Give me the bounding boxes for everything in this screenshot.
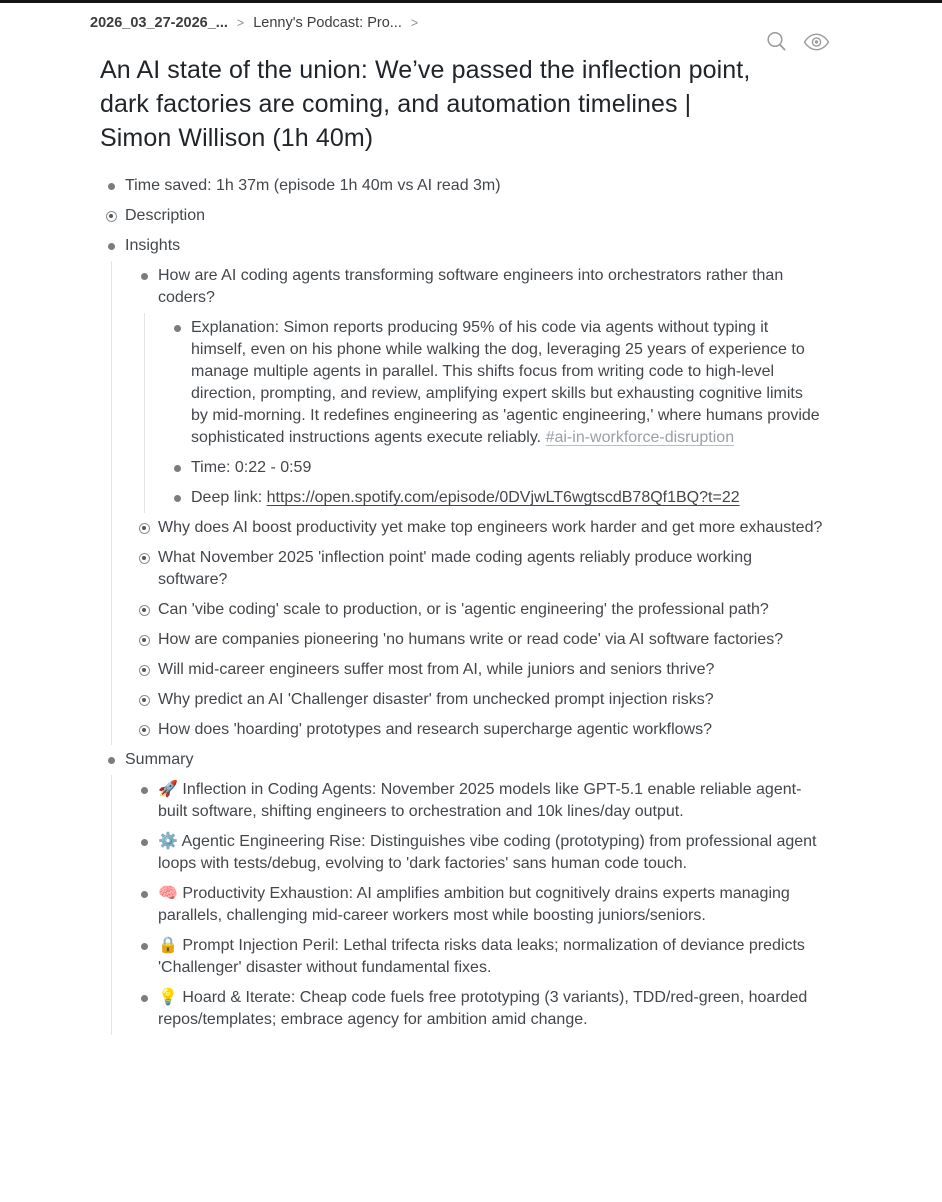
hashtag-link[interactable]: #ai-in-workforce-disruption bbox=[545, 429, 735, 446]
item-text-block[interactable] bbox=[158, 629, 824, 651]
item-text-block[interactable] bbox=[191, 317, 824, 449]
item-text[interactable]: 💡 Hoard & Iterate: Cheap code fuels free prototyping (3 variants), TDD/red-green, hoarded repos/templates; embrace agency for ambition amid change. bbox=[158, 989, 808, 1028]
breadcrumb-item-podcast[interactable]: Lenny's Podcast: Pro... bbox=[253, 15, 402, 31]
outline-node bbox=[137, 931, 824, 983]
item-text-block[interactable] bbox=[158, 719, 824, 741]
outline-node bbox=[137, 543, 824, 595]
bullet-dot bbox=[141, 891, 148, 898]
outline-node bbox=[137, 261, 824, 513]
outline-item[interactable] bbox=[137, 543, 824, 595]
item-text[interactable]: Why does AI boost productivity yet make top engineers work harder and get more exhausted? bbox=[158, 519, 823, 536]
outline-node bbox=[104, 201, 824, 231]
bullet-dot bbox=[174, 325, 181, 332]
item-text[interactable]: Insights bbox=[125, 237, 181, 254]
bullet-dot bbox=[141, 839, 148, 846]
item-text[interactable]: Summary bbox=[125, 751, 194, 768]
outline-item[interactable] bbox=[137, 513, 824, 543]
outline-item[interactable] bbox=[137, 625, 824, 655]
bullet-dot bbox=[174, 495, 181, 502]
bullet-icon[interactable] bbox=[170, 457, 184, 479]
bullet-ring-inner bbox=[142, 698, 147, 703]
breadcrumb-separator: > bbox=[236, 16, 245, 30]
item-text-block[interactable] bbox=[158, 599, 824, 621]
outline-node bbox=[137, 879, 824, 931]
item-text[interactable]: How does 'hoarding' prototypes and research supercharge agentic workflows? bbox=[158, 721, 712, 738]
bullet-dot bbox=[108, 757, 115, 764]
item-text[interactable]: What November 2025 'inflection point' made coding agents reliably produce working software? bbox=[158, 549, 752, 588]
eye-icon[interactable] bbox=[803, 33, 830, 51]
bullet-dot bbox=[108, 243, 115, 250]
item-text[interactable]: 🚀 Inflection in Coding Agents: November 2025 models like GPT-5.1 enable reliable agent-built software, shifting engineers to orchestration and 10k lines/day output. bbox=[158, 781, 802, 820]
bullet-icon[interactable] bbox=[104, 749, 118, 771]
outline-node bbox=[104, 231, 824, 745]
item-text[interactable]: Will mid-career engineers suffer most from AI, while juniors and seniors thrive? bbox=[158, 661, 715, 678]
item-text[interactable]: Can 'vibe coding' scale to production, or is 'agentic engineering' the professional path? bbox=[158, 601, 769, 618]
bullet-collapsed-icon[interactable] bbox=[137, 599, 151, 621]
outline-item[interactable] bbox=[170, 453, 824, 483]
outline-node bbox=[137, 715, 824, 745]
outline bbox=[104, 171, 824, 1035]
bullet-ring bbox=[139, 553, 150, 564]
bullet-icon[interactable] bbox=[137, 883, 151, 905]
outline-item[interactable] bbox=[137, 827, 824, 879]
bullet-icon[interactable] bbox=[170, 487, 184, 509]
outline-node bbox=[170, 453, 824, 483]
item-text-block[interactable] bbox=[191, 487, 824, 509]
outline-node bbox=[137, 513, 824, 543]
toolbar bbox=[765, 30, 830, 53]
item-text-block[interactable] bbox=[158, 883, 824, 927]
bullet-collapsed-icon[interactable] bbox=[137, 517, 151, 539]
item-text[interactable]: Time saved: 1h 37m (episode 1h 40m vs AI read 3m) bbox=[125, 177, 501, 194]
outline-item[interactable] bbox=[137, 775, 824, 827]
outline-node bbox=[137, 625, 824, 655]
outline-item[interactable] bbox=[104, 171, 824, 201]
bullet-collapsed-icon[interactable] bbox=[104, 205, 118, 227]
item-text-block[interactable] bbox=[158, 831, 824, 875]
bullet-dot bbox=[141, 995, 148, 1002]
bullet-icon[interactable] bbox=[104, 235, 118, 257]
bullet-ring-inner bbox=[142, 638, 147, 643]
outline-node bbox=[137, 655, 824, 685]
outline-node bbox=[104, 745, 824, 1035]
item-text[interactable]: Explanation: Simon reports producing 95% of his code via agents without typing it himself, even on his phone while walking the dog, leveraging 25 years of experience to manage multiple agents in parallel. This shifts focus from writing code to high-level direction, prompting, and review, amplifying expert skills but exhausting cognitive limits by mid-morning. It redefines engineering as 'agentic engineering,' where humans provide sophisticated instructions agents execute reliably. bbox=[191, 319, 820, 446]
bullet-collapsed-icon[interactable] bbox=[137, 689, 151, 711]
outline-item[interactable] bbox=[137, 879, 824, 931]
item-text-block[interactable] bbox=[158, 935, 824, 979]
outline-item[interactable] bbox=[137, 595, 824, 625]
bullet-ring bbox=[139, 635, 150, 646]
outline-node bbox=[137, 827, 824, 879]
bullet-icon[interactable] bbox=[137, 987, 151, 1009]
bullet-ring bbox=[139, 523, 150, 534]
bullet-dot bbox=[141, 273, 148, 280]
item-text-block[interactable] bbox=[125, 205, 824, 227]
page-title[interactable]: An AI state of the union: We’ve passed the inflection point, dark factories are coming, and automation timelines | Simon Willison (1h 40m) bbox=[100, 56, 751, 152]
bullet-ring bbox=[106, 211, 117, 222]
item-text-block[interactable] bbox=[158, 689, 824, 711]
item-text[interactable]: Deep link: bbox=[191, 489, 263, 506]
bullet-dot bbox=[108, 183, 115, 190]
bullet-ring-inner bbox=[142, 608, 147, 613]
item-text[interactable]: Description bbox=[125, 207, 206, 224]
bullet-icon[interactable] bbox=[170, 317, 184, 339]
bullet-icon[interactable] bbox=[137, 779, 151, 801]
bullet-icon[interactable] bbox=[137, 265, 151, 287]
item-text-block[interactable] bbox=[158, 659, 824, 681]
bullet-ring-inner bbox=[142, 526, 147, 531]
children-group bbox=[144, 313, 824, 513]
item-text[interactable]: ⚙️ Agentic Engineering Rise: Distinguishes vibe coding (prototyping) from professional agent loops with tests/debug, evolving to 'dark factories' sans human code touch. bbox=[158, 833, 817, 872]
item-text-block[interactable] bbox=[158, 779, 824, 823]
outline-item[interactable] bbox=[104, 201, 824, 231]
item-text-block[interactable] bbox=[158, 517, 824, 539]
outline-node bbox=[170, 313, 824, 453]
bullet-collapsed-icon[interactable] bbox=[137, 719, 151, 741]
bullet-ring bbox=[139, 695, 150, 706]
children-group bbox=[111, 775, 824, 1035]
bullet-collapsed-icon[interactable] bbox=[137, 547, 151, 569]
item-text-block[interactable] bbox=[125, 235, 824, 257]
bullet-collapsed-icon[interactable] bbox=[137, 659, 151, 681]
outline-node bbox=[137, 595, 824, 625]
bullet-dot bbox=[141, 787, 148, 794]
outline-item[interactable] bbox=[104, 745, 824, 775]
item-text-block[interactable] bbox=[158, 265, 824, 309]
bullet-ring bbox=[139, 605, 150, 616]
outline-item[interactable] bbox=[137, 261, 824, 313]
item-text[interactable]: Time: 0:22 - 0:59 bbox=[191, 459, 312, 476]
bullet-icon[interactable] bbox=[137, 831, 151, 853]
outline-node bbox=[137, 775, 824, 827]
outline-item[interactable] bbox=[137, 931, 824, 983]
search-icon[interactable] bbox=[765, 30, 787, 53]
outline-item[interactable] bbox=[170, 313, 824, 453]
bullet-ring bbox=[139, 725, 150, 736]
outline-item[interactable] bbox=[137, 983, 824, 1035]
outline-node bbox=[137, 983, 824, 1035]
item-text-block[interactable] bbox=[191, 457, 824, 479]
outline-item[interactable] bbox=[170, 483, 824, 513]
item-text[interactable]: 🔒 Prompt Injection Peril: Lethal trifecta risks data leaks; normalization of deviance predicts 'Challenger' disaster without fundamental fixes. bbox=[158, 937, 805, 976]
outline-node bbox=[137, 685, 824, 715]
outline-item[interactable] bbox=[137, 655, 824, 685]
children-group bbox=[111, 261, 824, 745]
item-text[interactable]: How are AI coding agents transforming software engineers into orchestrators rather than coders? bbox=[158, 267, 784, 306]
item-text[interactable]: Why predict an AI 'Challenger disaster' from unchecked prompt injection risks? bbox=[158, 691, 714, 708]
bullet-collapsed-icon[interactable] bbox=[137, 629, 151, 651]
outline-item[interactable] bbox=[137, 715, 824, 745]
item-text-block[interactable] bbox=[125, 175, 824, 197]
bullet-icon[interactable] bbox=[104, 175, 118, 197]
breadcrumb bbox=[0, 3, 942, 31]
bullet-dot bbox=[141, 943, 148, 950]
bullet-icon[interactable] bbox=[137, 935, 151, 957]
bullet-ring bbox=[139, 665, 150, 676]
outline-node bbox=[104, 171, 824, 201]
item-text-block[interactable] bbox=[158, 547, 824, 591]
item-text-block[interactable] bbox=[158, 987, 824, 1031]
deep-link-url[interactable]: https://open.spotify.com/episode/0DVjwLT6wgtscdB78Qf1BQ?t=22 bbox=[266, 489, 740, 506]
item-text[interactable]: 🧠 Productivity Exhaustion: AI amplifies ambition but cognitively drains experts managing parallels, challenging mid-career workers most while boosting juniors/seniors. bbox=[158, 885, 790, 924]
outline-item[interactable] bbox=[104, 231, 824, 261]
breadcrumb-item-date-range[interactable]: 2026_03_27-2026_... bbox=[90, 15, 228, 31]
item-text-block[interactable] bbox=[125, 749, 824, 771]
bullet-ring-inner bbox=[142, 728, 147, 733]
outline-item[interactable] bbox=[137, 685, 824, 715]
bullet-ring-inner bbox=[142, 668, 147, 673]
bullet-dot bbox=[174, 465, 181, 472]
outline-node bbox=[170, 483, 824, 513]
item-text[interactable]: How are companies pioneering 'no humans write or read code' via AI software factories? bbox=[158, 631, 784, 648]
bullet-ring-inner bbox=[109, 214, 114, 219]
bullet-ring-inner bbox=[142, 556, 147, 561]
breadcrumb-separator: > bbox=[410, 16, 419, 30]
